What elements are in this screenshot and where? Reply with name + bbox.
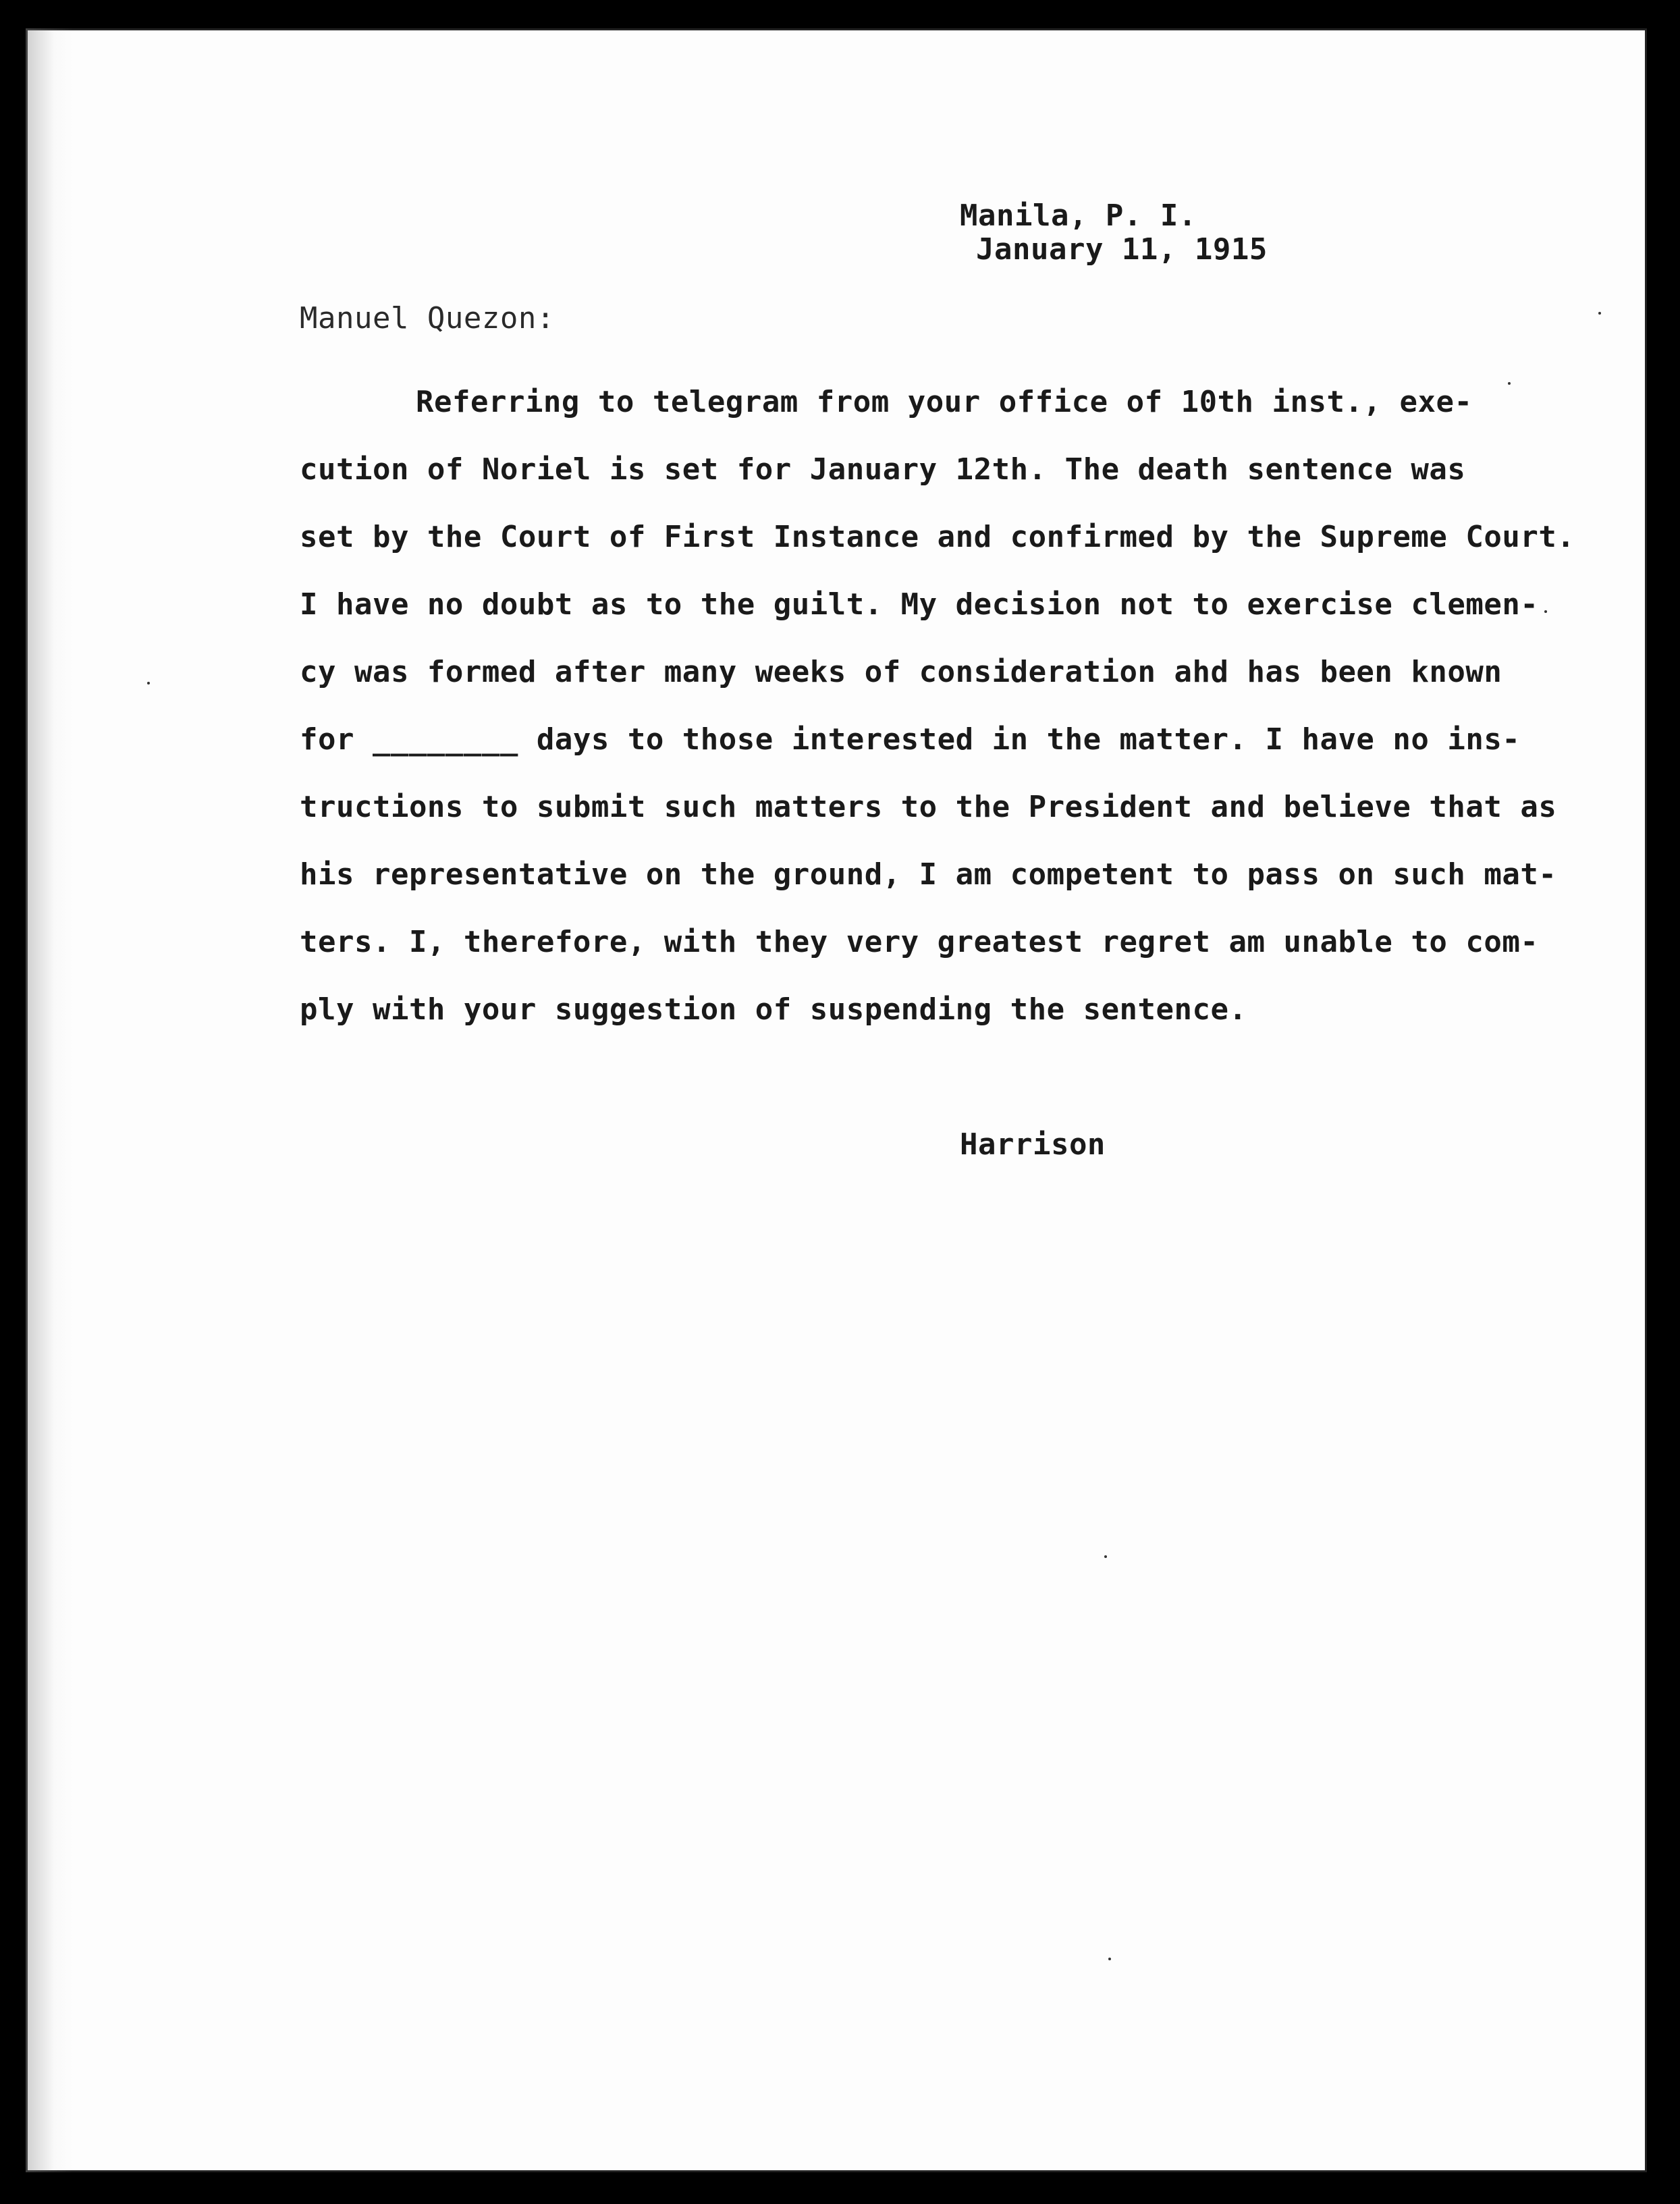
date-line: January 11, 1915 <box>976 232 1268 267</box>
body-line-6: for ________ days to those interested in the matter. I have no ins- <box>300 722 1521 757</box>
scan-speck <box>1104 1555 1107 1558</box>
scan-edge-shading <box>26 28 73 2172</box>
body-line-4: I have no doubt as to the guilt. My decision not to exercise clemen- <box>300 587 1539 622</box>
body-line-8: his representative on the ground, I am competent to pass on such mat- <box>300 857 1557 892</box>
signature: Harrison <box>960 1127 1106 1162</box>
scan-speck <box>1508 382 1511 385</box>
place-line: Manila, P. I. <box>960 198 1197 233</box>
body-line-1: Referring to telegram from your office of 10th inst., exe- <box>416 385 1473 419</box>
scan-speck <box>147 682 150 684</box>
salutation: Manuel Quezon: <box>300 301 555 335</box>
body-line-5: cy was formed after many weeks of consideration ahd has been known <box>300 655 1502 689</box>
body-line-10: ply with your suggestion of suspending the sentence. <box>300 992 1247 1027</box>
letter-page <box>26 28 1647 2172</box>
body-line-7: tructions to submit such matters to the President and believe that as <box>300 790 1557 824</box>
body-line-3: set by the Court of First Instance and confirmed by the Supreme Court. <box>300 520 1575 554</box>
body-line-2: cution of Noriel is set for January 12th. The death sentence was <box>300 452 1466 487</box>
scan-speck <box>1544 610 1547 613</box>
scan-speck <box>1108 1958 1111 1960</box>
scan-speck <box>1598 312 1601 315</box>
body-line-9: ters. I, therefore, with they very greatest regret am unable to com- <box>300 925 1539 959</box>
